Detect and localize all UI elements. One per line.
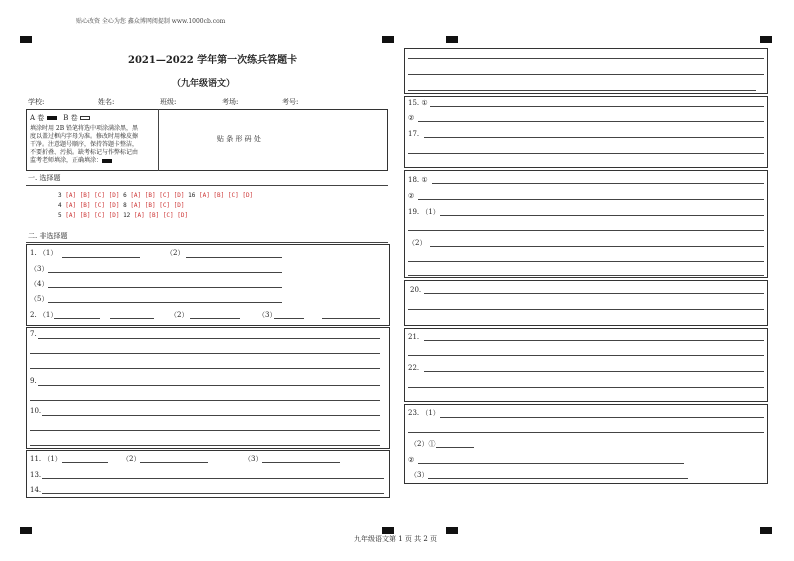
- answer-line[interactable]: [408, 58, 764, 59]
- choice-options[interactable]: [A] [B] [C] [D]: [130, 202, 185, 209]
- answer-line[interactable]: [418, 463, 684, 464]
- q13-label: 13.: [30, 471, 42, 479]
- answer-line[interactable]: [408, 387, 764, 388]
- answer-line[interactable]: [30, 430, 380, 431]
- q23-3-label: ②: [408, 456, 415, 464]
- paper-type-row: [30, 115, 90, 122]
- section1-rule: [26, 185, 388, 186]
- q7-label: 7.: [30, 330, 37, 338]
- answer-line[interactable]: [30, 353, 380, 354]
- answer-line[interactable]: [408, 309, 764, 310]
- paper-type-a-label: A 卷: [30, 114, 45, 122]
- answer-line[interactable]: [186, 257, 282, 258]
- timing-mark: [760, 527, 772, 534]
- paper-type-b-label: B 卷: [63, 114, 78, 122]
- answer-line[interactable]: [48, 302, 282, 303]
- answer-line[interactable]: [42, 478, 384, 479]
- q15-label: 15. ①: [408, 99, 428, 107]
- q15b-label: ②: [408, 114, 415, 122]
- timing-mark: [446, 36, 458, 43]
- choice-options[interactable]: [A] [B] [C] [D]: [198, 192, 254, 199]
- choice-row: [58, 193, 253, 199]
- choice-options[interactable]: [A] [B] [C] [D]: [65, 202, 120, 209]
- q10-label: 10.: [30, 407, 42, 415]
- q11-1-label: 11. （1）: [30, 455, 62, 463]
- choice-options[interactable]: [A] [B] [C] [D]: [65, 212, 120, 219]
- instruction-line: 填涂时用 2B 铅笔将选中项涂满涂黑，黑: [30, 125, 139, 132]
- choice-options[interactable]: [A] [B] [C] [D]: [133, 212, 189, 219]
- instruction-line: 不要折叠、污损。缺考标记与作弊标记由: [30, 149, 139, 156]
- answer-box-q20: [404, 280, 768, 326]
- answer-line[interactable]: [30, 368, 380, 369]
- answer-line[interactable]: [430, 106, 764, 107]
- field-class: 班级:: [160, 98, 177, 106]
- answer-box-q23: [404, 404, 768, 484]
- answer-line[interactable]: [408, 74, 764, 75]
- q1-4-label: （4）: [30, 280, 49, 288]
- field-name: 姓名:: [98, 98, 115, 106]
- answer-line[interactable]: [408, 432, 764, 433]
- q2-2-label: （2）: [170, 311, 189, 319]
- answer-line[interactable]: [418, 121, 764, 122]
- q23-2-label: （2）①: [410, 440, 436, 448]
- answer-line[interactable]: [408, 230, 764, 231]
- q11-2-label: （2）: [122, 455, 141, 463]
- q2-1-label: 2. （1）: [30, 311, 58, 319]
- choice-row: [58, 203, 185, 209]
- q1-2-label: （2）: [166, 249, 185, 257]
- answer-line[interactable]: [48, 287, 282, 288]
- answer-line[interactable]: [432, 183, 764, 184]
- field-school: 学校:: [28, 98, 45, 106]
- timing-mark: [760, 36, 772, 43]
- answer-line[interactable]: [322, 318, 380, 319]
- instruction-line: 度以盖过框内字母为准。修改时用橡皮擦: [30, 133, 139, 140]
- answer-line[interactable]: [424, 293, 764, 294]
- q23-1-label: 23. （1）: [408, 409, 440, 417]
- answer-line[interactable]: [424, 137, 764, 138]
- q19-2-label: （2）: [408, 239, 427, 247]
- page-subtitle: （九年级语文）: [172, 79, 236, 89]
- answer-line[interactable]: [436, 447, 474, 448]
- page-title: 2021—2022 学年第一次练兵答题卡: [128, 55, 298, 66]
- choice-number: 12: [123, 212, 131, 219]
- answer-box-q11-q14: [26, 450, 390, 498]
- answer-line[interactable]: [48, 272, 282, 273]
- field-examno: 考号:: [282, 98, 299, 106]
- answer-line[interactable]: [408, 355, 764, 356]
- q17-label: 17.: [408, 130, 420, 138]
- answer-line[interactable]: [30, 400, 380, 401]
- page-footer: 九年级语文第 1 页 共 2 页: [354, 535, 438, 543]
- q1-5-label: （5）: [30, 295, 49, 303]
- timing-mark: [446, 527, 458, 534]
- instruction-text: 监考老师填涂，正确填涂：: [30, 157, 103, 164]
- choice-number: 4: [58, 202, 62, 209]
- section1-title: 一. 选择题: [28, 174, 61, 182]
- answer-box-top: [404, 48, 768, 94]
- answer-line[interactable]: [140, 462, 208, 463]
- choice-row: [58, 213, 188, 219]
- q11-3-label: （3）: [244, 455, 263, 463]
- q23-4-label: （3）: [410, 471, 429, 479]
- answer-line[interactable]: [274, 318, 304, 319]
- correct-fill-sample: [102, 159, 112, 163]
- choice-number: 8: [123, 202, 127, 209]
- answer-line[interactable]: [408, 90, 756, 91]
- answer-line[interactable]: [190, 318, 240, 319]
- q1-3-label: （3）: [30, 265, 49, 273]
- choice-number: 3: [58, 192, 62, 199]
- instruction-line: [30, 158, 112, 164]
- answer-line[interactable]: [440, 417, 764, 418]
- answer-line[interactable]: [424, 340, 764, 341]
- barcode-label: 贴 条 形 码 处: [217, 135, 261, 143]
- choice-number: 6: [123, 192, 127, 199]
- section2-rule: [26, 242, 388, 243]
- answer-line[interactable]: [42, 493, 384, 494]
- q21-label: 21.: [408, 333, 420, 341]
- choice-number: 5: [58, 212, 62, 219]
- answer-line[interactable]: [408, 153, 764, 154]
- q22-label: 22.: [408, 364, 420, 372]
- q9-label: 9.: [30, 377, 37, 385]
- answer-line[interactable]: [418, 199, 764, 200]
- paper-type-b-bubble[interactable]: [80, 116, 90, 120]
- answer-line[interactable]: [30, 445, 380, 446]
- timing-mark: [382, 36, 394, 43]
- timing-mark: [20, 36, 32, 43]
- field-room: 考场:: [222, 98, 239, 106]
- timing-mark: [20, 527, 32, 534]
- section2-title: 二. 非选择题: [28, 232, 68, 240]
- answer-line[interactable]: [430, 246, 764, 247]
- choice-options[interactable]: [A] [B] [C] [D]: [65, 192, 120, 199]
- answer-line[interactable]: [408, 261, 764, 262]
- q14-label: 14.: [30, 486, 42, 494]
- answer-line[interactable]: [42, 415, 380, 416]
- answer-line[interactable]: [62, 462, 108, 463]
- answer-line[interactable]: [110, 318, 154, 319]
- q20-label: 20.: [410, 286, 422, 294]
- timing-mark: [382, 527, 394, 534]
- info-divider: [158, 109, 159, 171]
- answer-line[interactable]: [38, 338, 380, 339]
- answer-line[interactable]: [62, 257, 140, 258]
- q18-label: 18. ①: [408, 176, 428, 184]
- instruction-line: 干净。注意题号顺序，保持答题卡整洁，: [30, 141, 139, 148]
- choice-number: 16: [188, 192, 196, 199]
- answer-line[interactable]: [428, 478, 688, 479]
- answer-line[interactable]: [262, 462, 340, 463]
- answer-line[interactable]: [38, 385, 380, 386]
- answer-line[interactable]: [408, 275, 764, 276]
- header-note: 贴心改资 全心为您 鑫众博网阅提制 www.1000cb.com: [76, 18, 226, 25]
- paper-type-a-bubble[interactable]: [47, 116, 57, 120]
- answer-line[interactable]: [424, 371, 764, 372]
- answer-line[interactable]: [54, 318, 100, 319]
- q2-3-label: （3）: [258, 311, 277, 319]
- answer-line[interactable]: [440, 215, 764, 216]
- q1-1-label: 1. （1）: [30, 249, 58, 257]
- choice-options[interactable]: [A] [B] [C] [D]: [130, 192, 185, 199]
- q18b-label: ②: [408, 192, 415, 200]
- q19-1-label: 19. （1）: [408, 208, 440, 216]
